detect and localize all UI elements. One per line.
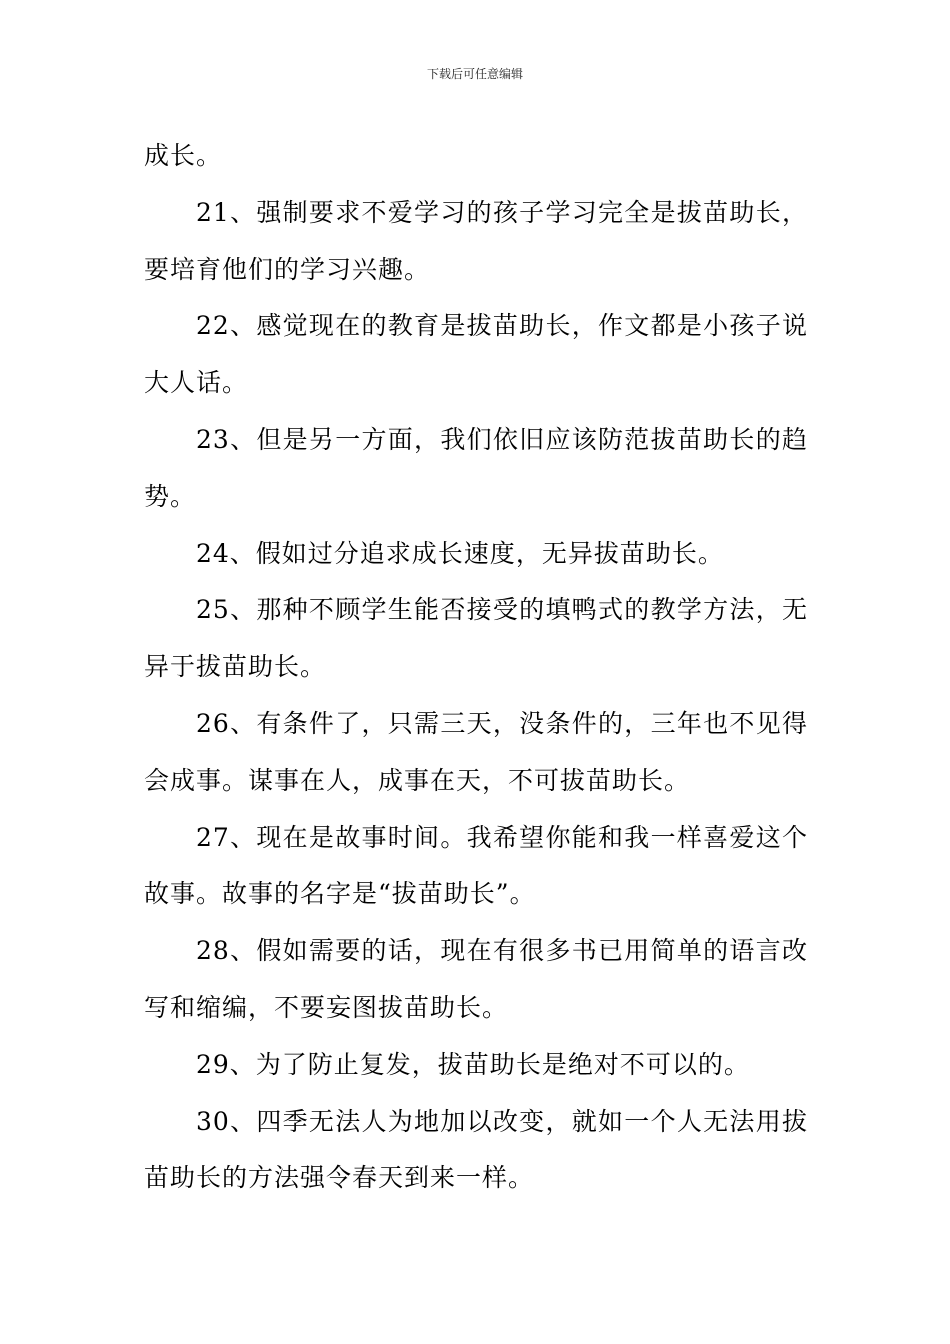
paragraph-27: 27、现在是故事时间。我希望你能和我一样喜爱这个故事。故事的名字是“拔苗助长”。 — [144, 822, 808, 909]
document-body — [144, 128, 808, 1207]
paragraph-22: 22、感觉现在的教育是拔苗助长，作文都是小孩子说大人话。 — [144, 311, 808, 398]
paragraph-30: 30、四季无法人为地加以改变，就如一个人无法用拔苗助长的方法强令春天到来一样。 — [144, 1106, 808, 1193]
paragraph-29: 29、为了防止复发，拔苗助长是绝对不可以的。 — [196, 1049, 750, 1079]
paragraph-continuation: 成长。 — [144, 141, 223, 170]
paragraph-25: 25、那种不顾学生能否接受的填鸭式的教学方法，无异于拔苗助长。 — [144, 595, 808, 682]
paragraph-28: 28、假如需要的话，现在有很多书已用简单的语言改写和缩编，不要妄图拔苗助长。 — [144, 936, 808, 1022]
paragraph-23: 23、但是另一方面，我们依旧应该防范拔苗助长的趋势。 — [144, 424, 808, 511]
paragraph-21: 21、强制要求不爱学习的孩子学习完全是拔苗助长，要培育他们的学习兴趣。 — [144, 197, 808, 284]
paragraph-24: 24、假如过分追求成长速度，无异拔苗助长。 — [196, 538, 724, 568]
paragraph-26: 26、有条件了，只需三天，没条件的，三年也不见得会成事。谋事在人，成事在天，不可拔苗助长。 — [144, 708, 808, 795]
page-header-note: 下载后可任意编辑 — [426, 67, 523, 81]
